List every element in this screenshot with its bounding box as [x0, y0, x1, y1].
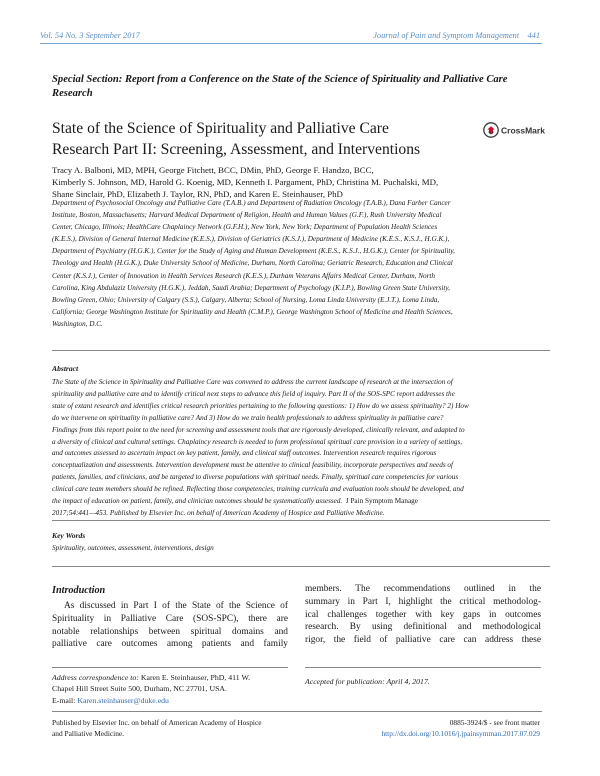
body-line: research. By using definitional and methodological [305, 622, 541, 633]
correspondence-line: Address correspondence to: Karen E. Steinhauser, PhD, 411 W. [52, 673, 251, 682]
abstract-line: clinical care team members should be refined. Reflecting those competencies, training curricula and evaluation tools should be developed, and [52, 485, 464, 494]
title-line: Research Part II: Screening, Assessment, and Interventions [52, 141, 421, 158]
abstract-line: spirituality and palliative care and to identify critical next steps to advance this field of inquiry. Part II of the SOS-SPC report addresses the [52, 389, 455, 398]
footer-rule [52, 711, 542, 712]
article-title [52, 118, 472, 160]
intro-left-column [52, 600, 288, 651]
crossmark-badge[interactable] [483, 122, 545, 138]
footnote-rule-left [52, 667, 288, 668]
crossmark-icon [483, 122, 545, 138]
abstract-heading: Abstract [52, 364, 79, 373]
affiliation-line: Center, Chicago, Illinois; HealthCare Chaplaincy Network (G.F.H.), New York, New York; Department of Population Health Sciences [52, 223, 438, 232]
abstract-line: and outcomes assessed to ascertain impact on key patient, family, and clinical staff outcomes. Intervention research requires rigorous [52, 449, 437, 458]
abstract-line: patients, families, and clinicians, and be targeted to diverse populations with spiritual needs. Finally, spiritual care competencies for various [52, 473, 459, 482]
footnote-rule-right [305, 667, 541, 668]
abstract-line: The State of the Science in Spirituality and Palliative Care was convened to address the current landscape of research at the intersection of [52, 378, 453, 386]
affiliation-line: Washington, D.C. [52, 319, 103, 328]
author-list [52, 164, 552, 200]
header-journal: Journal of Pain and Symptom Management 441 [373, 31, 540, 40]
abstract-line: the impact of education on patient, family, and clinician outcomes should be systematically assessed. J Pain Symptom Manage [52, 497, 418, 506]
header-volume: Vol. 54 No. 3 September 2017 [40, 31, 140, 40]
doi-link[interactable]: http://dx.doi.org/10.1016/j.jpainsymman.2017.07.029 [381, 728, 540, 738]
body-line: members. The recommendations outlined in the [305, 584, 541, 594]
affiliation-line: Bowling Green, Ohio; University of Calgary (S.S.), Calgary, Alberta; School of Nursing, Loma Linda University (E.J.T.), Loma Linda, [52, 295, 440, 304]
special-section-title: Special Section: Report from a Conference on the State of the Science of Spirituality and Palliative Care Research [52, 74, 508, 99]
accepted-date: Accepted for publication: April 4, 2017. [305, 677, 430, 686]
affiliation-line: (K.E.S.), Division of General Internal Medicine (K.E.S.), Division of Geriatrics (K.S.J.), Department of Medicine (K.E.S., K.S.J., H.G.K.), [52, 235, 450, 244]
intro-right-column [305, 583, 541, 647]
affiliations [52, 197, 550, 330]
keywords-bottom-rule [52, 566, 550, 567]
body-line: As discussed in Part I of the State of the Science of [64, 601, 288, 611]
body-line: Spirituality in Palliative Care (SOS-SPC), there are [52, 613, 288, 624]
header-rule [40, 43, 542, 44]
body-line: ical challenges together with key gaps in outcomes [305, 609, 541, 620]
abstract-line: conceptualization and assessments. Intervention development must be attentive to clinical feasibility, incorporate perspectives and needs of [52, 461, 454, 470]
abstract-top-rule [52, 350, 550, 351]
correspondence-note [52, 672, 288, 706]
abstract-line: Findings from this report point to the need for screening and assessment tools that are rigorously developed, clinically relevant, and adapted to [52, 425, 465, 434]
publisher-note [52, 718, 352, 739]
email-link[interactable]: Karen.steinhauser@duke.edu [77, 695, 169, 705]
affiliation-line: Carolina, King Abdulaziz University (H.G.K.), Jeddah, Saudi Arabia; Department of Psychology (K.I.P.), Bowling Green State University, [52, 283, 450, 292]
author-line: Kimberly S. Johnson, MD, Harold G. Koenig, MD, Kenneth I. Pargament, PhD, Christina M. Puchalski, MD, [52, 177, 439, 187]
body-line: notable relationships between spiritual domains and [52, 626, 288, 637]
affiliation-line: Theology and Health (H.G.K.), Duke University School of Medicine, Durham, North Carolina; Geriatric Research, Education and Clinical [52, 259, 453, 268]
abstract-line: do we intervene on spirituality in palliative care? And 3) How do we train health professionals to address spirituality in palliative care? [52, 413, 444, 422]
abstract-body [52, 377, 550, 520]
publisher-line: Published by Elsevier Inc. on behalf of American Academy of Hospice [52, 718, 262, 727]
citation-journal: J Pain Symptom Manage [345, 497, 418, 506]
title-line: State of the Science of Spirituality and Palliative Care [52, 120, 389, 137]
keywords-text: Spirituality, outcomes, assessment, interventions, design [52, 544, 214, 552]
abstract-line: state of extant research and identifies critical research priorities pertaining to the following questions: 1) How do we assess spirituality? 2) How [52, 401, 469, 410]
correspondence-line: E-mail: Karen.steinhauser@duke.edu [52, 695, 169, 705]
author-line: Shane Sinclair, PhD, Elizabeth J. Taylor, RN, PhD, and Karen E. Steinhauser, PhD [52, 189, 343, 199]
affiliation-line: Department of Psychiatry (H.G.K.), Center for the Study of Aging and Human Development (K.E.S., K.S.J., H.G.K.), Center for Spirituality, [52, 247, 455, 256]
body-line: summary in Part I, highlight the critical methodolog- [305, 596, 541, 607]
publisher-line: and Palliative Medicine. [52, 728, 125, 738]
body-line: rigor, the field of palliative care can address these [305, 635, 541, 646]
issn-text: 0885-3924/$ - see front matter [449, 718, 540, 727]
introduction-heading: Introduction [52, 585, 106, 596]
abstract-citation: 2017;54:441—453. Published by Elsevier Inc. on behalf of American Academy of Hospice and Palliative Medicine. [52, 508, 385, 517]
body-line: palliative care outcomes among patients and family [52, 639, 288, 650]
crossmark-label: CrossMark [501, 125, 545, 136]
header-page-number: 441 [527, 31, 540, 40]
correspondence-line: Chapel Hill Street Suite 500, Durham, NC 27701, USA. [52, 684, 227, 694]
keywords-rule [52, 520, 550, 521]
author-line: Tracy A. Balboni, MD, MPH, George Fitchett, BCC, DMin, PhD, George F. Handzo, BCC, [52, 165, 374, 175]
keywords-heading: Key Words [52, 531, 86, 540]
affiliation-line: Department of Psychosocial Oncology and Palliative Care (T.A.B.) and Department of Radiation Oncology (T.A.B.), Dana Farber Cancer [52, 199, 451, 207]
correspondence-label: Address correspondence to: [52, 673, 139, 682]
affiliation-line: Center (K.S.J.), Center of Innovation in Health Services Research (K.E.S.), Durham Veterans Affairs Medical Center, Durham, North [52, 271, 436, 280]
abstract-line: a diversity of clinical and cultural settings. Chaplaincy research is needed to form professional spiritual care provision in a variety of settings, [52, 437, 463, 446]
affiliation-line: Institute, Boston, Massachusetts; Harvard Medical Department of Religion, Health and Human Values (G.F.), Rush University Medical [52, 211, 442, 220]
affiliation-line: California; George Washington Institute for Spirituality and Health (C.M.P.), George Washington School of Medicine and Health Sciences, [52, 307, 453, 316]
issn-doi [330, 718, 540, 739]
